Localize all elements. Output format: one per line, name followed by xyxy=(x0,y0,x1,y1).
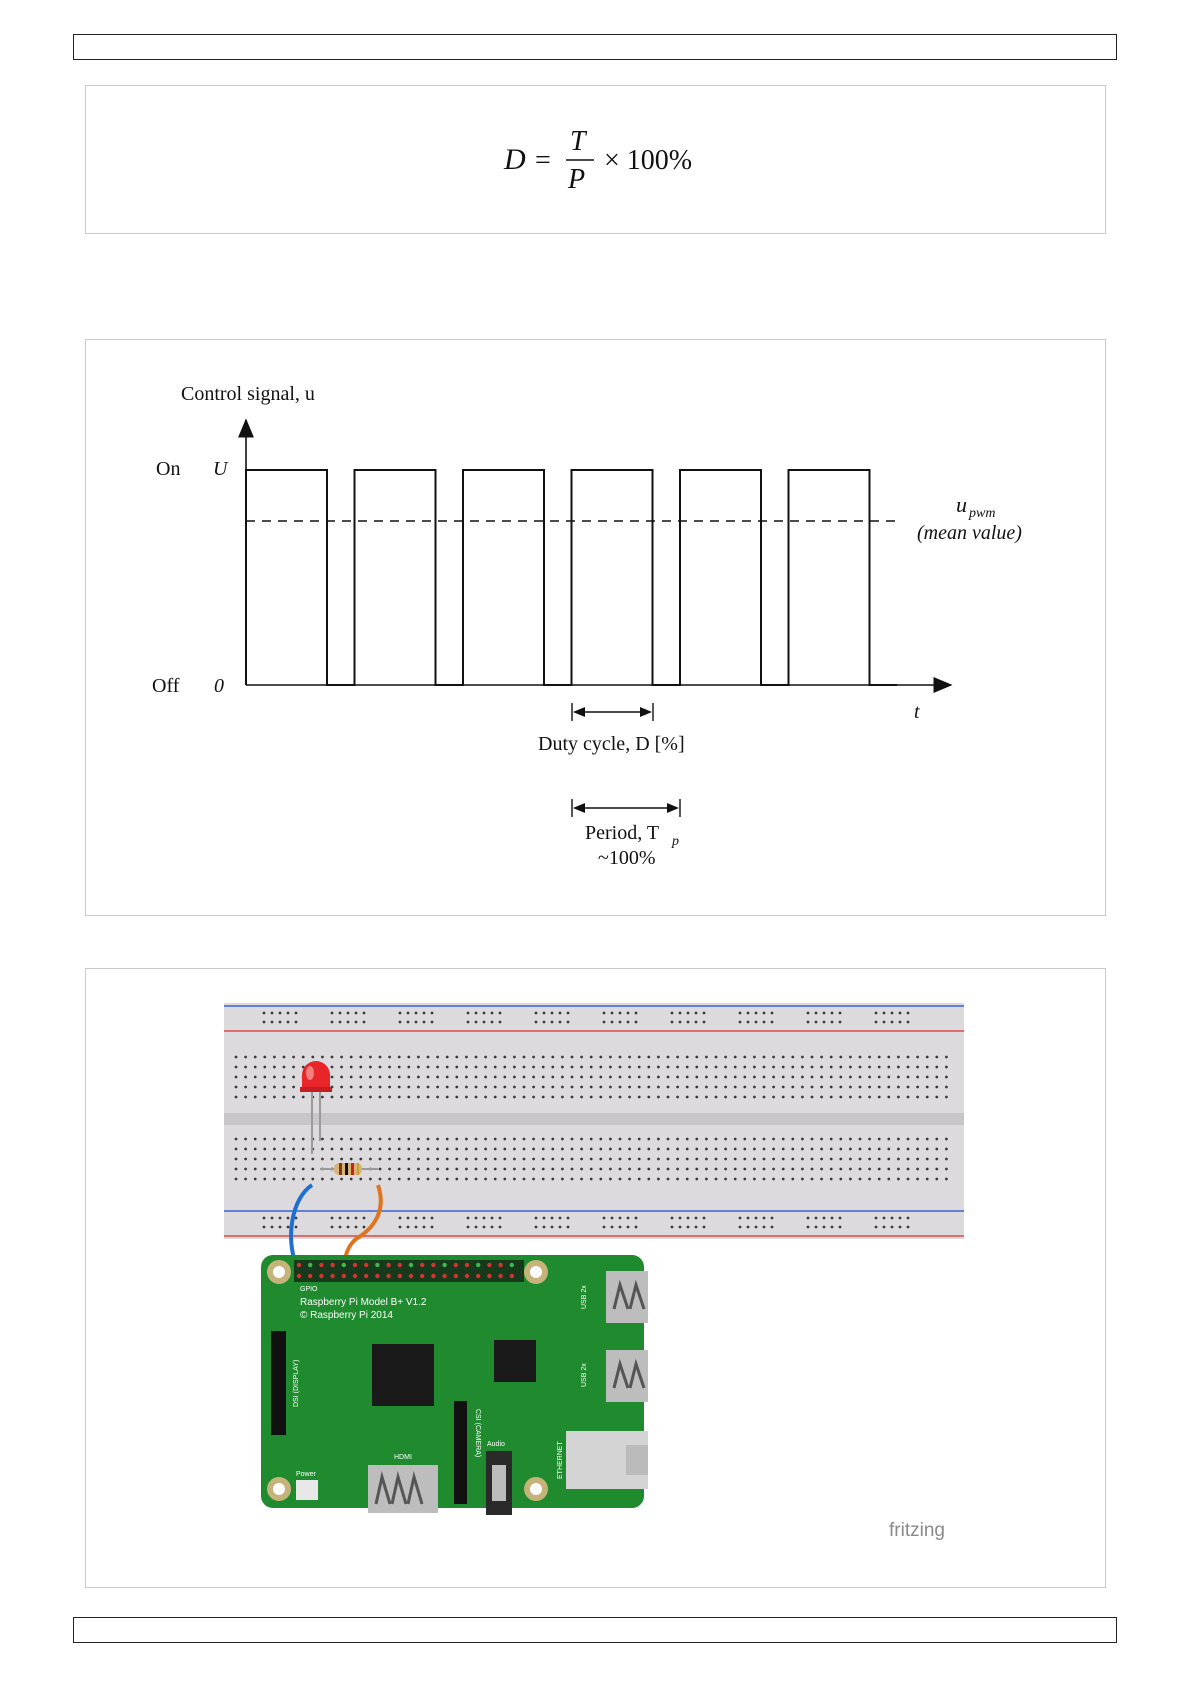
audio-label: Audio xyxy=(487,1441,505,1448)
power-port xyxy=(296,1480,318,1500)
off-level-label: 0 xyxy=(214,675,224,697)
dsi-connector xyxy=(271,1331,286,1435)
usb-label-2: USB 2x xyxy=(581,1363,588,1387)
formula-lhs: D xyxy=(504,143,526,176)
power-label: Power xyxy=(296,1471,316,1478)
duty-cycle-formula xyxy=(86,86,1107,235)
formula-rhs: × 100% xyxy=(604,145,693,176)
board-name: Raspberry Pi Model B+ V1.2 xyxy=(300,1297,427,1308)
pwm-waveform xyxy=(246,470,897,685)
duty-arrowhead-left xyxy=(573,707,585,717)
mean-subscript: pwm xyxy=(969,506,996,521)
csi-connector xyxy=(454,1401,467,1504)
on-level-label: U xyxy=(213,458,228,480)
mean-symbol: u xyxy=(956,492,967,517)
raspberry-pi-board xyxy=(261,1255,648,1515)
soc-chip xyxy=(372,1344,434,1406)
wiring-diagram-panel xyxy=(85,968,1106,1588)
dsi-label: DSI (DISPLAY) xyxy=(293,1359,300,1407)
formula-denominator: P xyxy=(568,164,586,195)
on-label: On xyxy=(156,458,181,480)
usb-port-1 xyxy=(606,1271,648,1323)
usb-label-1: USB 2x xyxy=(581,1285,588,1309)
formula-panel xyxy=(85,85,1106,234)
pwm-diagram xyxy=(86,340,1107,917)
breadboard xyxy=(224,1003,964,1239)
csi-label: CSI (CAMERA) xyxy=(474,1409,481,1458)
hdmi-label: HDMI xyxy=(394,1454,412,1461)
off-label: Off xyxy=(152,675,180,697)
ethernet-label: ETHERNET xyxy=(557,1441,564,1479)
usb-port-2 xyxy=(606,1350,648,1402)
page-header-box xyxy=(73,34,1117,60)
t-label: t xyxy=(914,701,920,723)
formula-numerator: T xyxy=(570,126,586,157)
fritzing-logo: fritzing xyxy=(889,1520,945,1541)
board-copyright: © Raspberry Pi 2014 xyxy=(300,1310,393,1321)
period-subscript: p xyxy=(672,834,679,849)
page-footer-box xyxy=(73,1617,1117,1643)
duty-cycle-label: Duty cycle, D [%] xyxy=(538,733,685,755)
formula-equals: = xyxy=(535,145,551,176)
wiring-diagram xyxy=(86,969,1107,1589)
gpio-label: GPIO xyxy=(300,1286,318,1293)
usb-controller-chip xyxy=(494,1340,536,1382)
period-label: Period, T xyxy=(585,822,660,844)
period-percent: ~100% xyxy=(598,847,656,869)
mean-caption: (mean value) xyxy=(917,522,1022,544)
period-arrowhead-left xyxy=(573,803,585,813)
duty-arrowhead-right xyxy=(640,707,652,717)
period-arrowhead-right xyxy=(667,803,679,813)
y-axis-label: Control signal, u xyxy=(181,383,315,405)
pwm-diagram-panel xyxy=(85,339,1106,916)
